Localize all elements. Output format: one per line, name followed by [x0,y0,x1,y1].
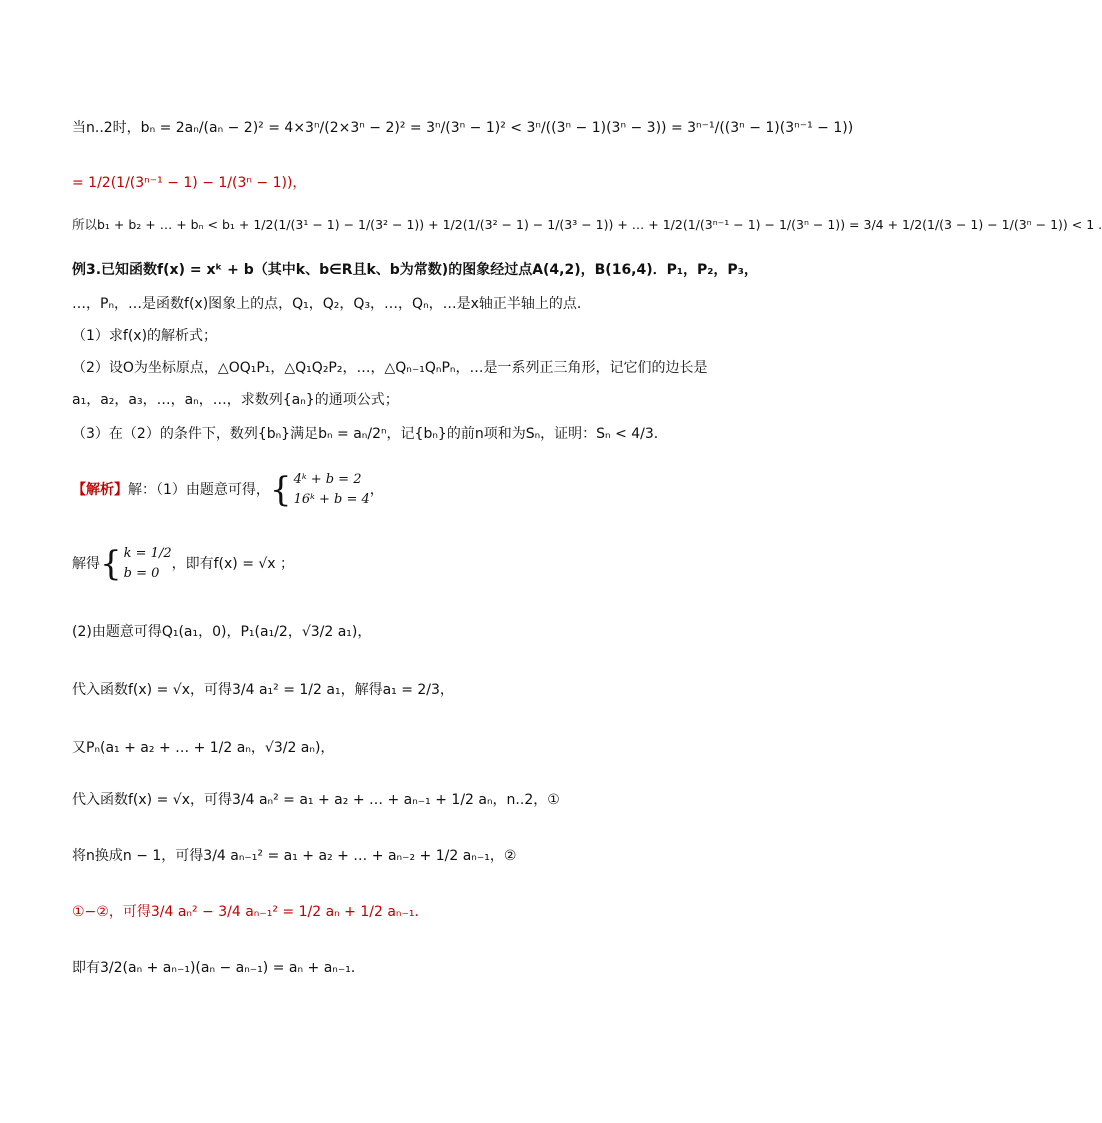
left-brace: { [269,470,292,510]
question-2-line-2: a₁，a₂，a₃，…，aₙ，…，求数列{aₙ}的通项公式； [72,392,399,408]
solution-line-15: 即有3/2(aₙ + aₙ₋₁)(aₙ − aₙ₋₁) = aₙ + aₙ₋₁． [72,960,365,976]
solution-line-13: 将n换成n − 1，可得3/4 aₙ₋₁² = a₁ + a₂ + … + aₙ₋₂ + 1/2 aₙ₋₁，② [72,848,517,864]
equation-system-2 [124,544,172,584]
equation-system-1 [294,470,370,510]
text-line-3: 所以b₁ + b₂ + … + bₙ < b₁ + 1/2(1/(3¹ − 1) − 1/(3² − 1)) + 1/2(1/(3² − 1) − 1/(3³ − 1)) + … + 1/2(1/(3ⁿ⁻¹ − 1) − 1/(3ⁿ − 1)) = 3/4 + 1/2(1/(3 − 1) − 1/(3ⁿ − 1)) < 1 . [72,217,1102,232]
system1-eq1: 4ᵏ + b = 2 [293,472,362,487]
question-2-line-1: （2）设O为坐标原点，△OQ₁P₁，△Q₁Q₂P₂，…，△Qₙ₋₁QₙPₙ，…是一系列正三角形，记它们的边长是 [72,360,708,376]
example-3-line-2: …，Pₙ，…是函数f(x)图象上的点，Q₁，Q₂，Q₃，…，Qₙ，…是x轴正半轴上的点． [72,296,591,312]
question-3: （3）在（2）的条件下，数列{bₙ}满足bₙ = aₙ/2ⁿ，记{bₙ}的前n项和为Sₙ，证明：Sₙ < 4/3． [72,426,668,442]
solve-suffix: ，即有f(x) = √x ； [171,556,295,572]
solve-prefix: 解得 [72,556,100,572]
system2-eq2: b = 0 [123,566,160,581]
solution-line-11: 又Pₙ(a₁ + a₂ + … + 1/2 aₙ，√3/2 aₙ)， [72,740,335,756]
example-3-line-1: 例3.已知函数f(x) = xᵏ + b（其中k、b∈R且k、b为常数)的图象经过点A(4,2)，B(16,4)．P₁，P₂，P₃， [72,262,758,278]
solution-step-1 [72,544,734,592]
solution-intro-text: 解：（1）由题意可得， [128,482,270,498]
analysis-tag: 【解析】 [72,482,128,498]
system2-eq1: k = 1/2 [123,546,172,561]
solution-line-9: (2)由题意可得Q₁(a₁，0)，P₁(a₁/2，√3/2 a₁)， [72,624,372,640]
solution-line-12: 代入函数f(x) = √x，可得3/4 aₙ² = a₁ + a₂ + … + aₙ₋₁ + 1/2 aₙ，n..2，① [72,792,560,808]
solution-line-14: ①−②，可得3/4 aₙ² − 3/4 aₙ₋₁² = 1/2 aₙ + 1/2 aₙ₋₁． [72,904,429,920]
text-line-1: 当n..2时，bₙ = 2aₙ/(aₙ − 2)² = 4×3ⁿ/(2×3ⁿ − 2)² = 3ⁿ/(3ⁿ − 1)² < 3ⁿ/((3ⁿ − 1)(3ⁿ − 3)) = 3ⁿ⁻¹/((3ⁿ − 1)(3ⁿ⁻¹ − 1)) [72,120,854,136]
solution-line-10: 代入函数f(x) = √x，可得3/4 a₁² = 1/2 a₁，解得a₁ = 2/3， [72,682,454,698]
system1-eq2: 16ᵏ + b = 4 [293,492,370,507]
system1-end: ， [369,482,384,498]
question-1: （1）求f(x)的解析式； [72,328,218,344]
left-brace: { [100,544,122,584]
solution-intro [72,470,734,514]
text-line-2: = 1/2(1/(3ⁿ⁻¹ − 1) − 1/(3ⁿ − 1))， [72,175,307,191]
